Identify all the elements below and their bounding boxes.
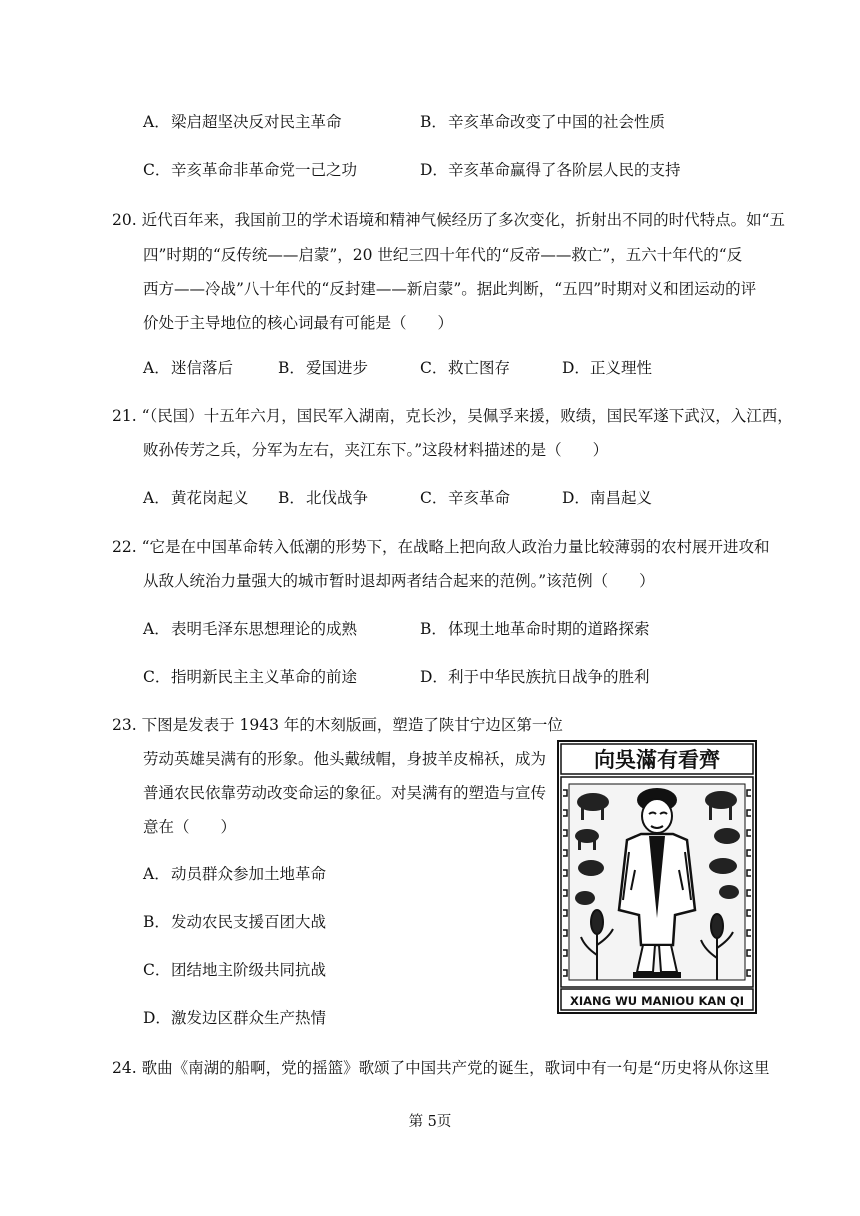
q20-stem-line-2: 四”时期的“反传统——启蒙”，20 世纪三四十年代的“反帝——救亡”，五六十年代的“反	[143, 246, 743, 264]
q23-stem-line-4: 意在（ ）	[143, 818, 237, 836]
woodcut-bottom-text: XIANG WU MANIOU KAN QI	[570, 994, 744, 1008]
q23-option-c: C．团结地主阶级共同抗战	[143, 961, 327, 979]
q24-stem-line-1: 24. 歌曲《南湖的船啊，党的摇篮》歌颂了中国共产党的诞生，歌词中有一句是“历史将从你这里	[112, 1059, 770, 1077]
woodcut-top-text: 向吳滿有看齊	[594, 748, 720, 772]
q20-stem-line-4: 价处于主导地位的核心词最有可能是（ ）	[143, 314, 454, 332]
q22-option-d: D．利于中华民族抗日战争的胜利	[420, 668, 650, 686]
q19-option-d: D．辛亥革命赢得了各阶层人民的支持	[420, 161, 681, 179]
q21-option-d: D．南昌起义	[562, 489, 653, 507]
q19-option-c: C．辛亥革命非革命党一己之功	[143, 161, 358, 179]
q20-stem-line-3: 西方——冷战”八十年代的“反封建——新启蒙”。据此判断，“五四”时期对义和团运动的评	[143, 280, 757, 298]
q21-option-c: C．辛亥革命	[420, 489, 511, 507]
q23-option-d: D．激发边区群众生产热情	[143, 1009, 327, 1027]
q20-stem-line-1: 20. 近代百年来，我国前卫的学术语境和精神气候经历了多次变化，折射出不同的时代特点。如“五	[112, 211, 786, 229]
q23-stem-line-2: 劳动英雄吴满有的形象。他头戴绒帽，身披羊皮棉袄，成为	[143, 750, 547, 768]
q22-stem-line-1: 22. “它是在中国革命转入低潮的形势下，在战略上把向敌人政治力量比较薄弱的农村展开进攻和	[112, 538, 770, 556]
q20-option-b: B．爱国进步	[278, 359, 369, 377]
q23-option-a: A．动员群众参加土地革命	[143, 865, 327, 883]
woodcut-figure-image	[557, 740, 757, 1014]
q22-option-a: A．表明毛泽东思想理论的成熟	[143, 620, 358, 638]
q22-stem-line-2: 从敌人统治力量强大的城市暂时退却两者结合起来的范例。”该范例（ ）	[143, 572, 655, 590]
q21-stem-line-2: 败孙传芳之兵，分军为左右，夹江东下。”这段材料描述的是（ ）	[143, 441, 609, 459]
q23-stem-line-1: 23. 下图是发表于 1943 年的木刻版画，塑造了陕甘宁边区第一位	[112, 716, 563, 734]
q19-option-a: A．梁启超坚决反对民主革命	[143, 113, 342, 131]
q20-option-c: C．救亡图存	[420, 359, 511, 377]
q23-option-b: B．发动农民支援百团大战	[143, 913, 327, 931]
q20-option-a: A．迷信落后	[143, 359, 234, 377]
q21-stem-line-1: 21. “（民国）十五年六月，国民军入湖南，克长沙，吴佩孚来援，败绩，国民军遂下武汉，入江西，	[112, 407, 793, 425]
q22-option-c: C．指明新民主主义革命的前途	[143, 668, 358, 686]
q23-stem-line-3: 普通农民依靠劳动改变命运的象征。对吴满有的塑造与宣传	[143, 784, 547, 802]
woodcut-print	[557, 740, 757, 1014]
q19-option-b: B．辛亥革命改变了中国的社会性质	[420, 113, 666, 131]
q21-option-a: A．黄花岗起义	[143, 489, 249, 507]
page-number: 第 5页	[408, 1114, 452, 1130]
q22-option-b: B．体现土地革命时期的道路探索	[420, 620, 650, 638]
q20-option-d: D．正义理性	[562, 359, 653, 377]
q21-option-b: B．北伐战争	[278, 489, 369, 507]
